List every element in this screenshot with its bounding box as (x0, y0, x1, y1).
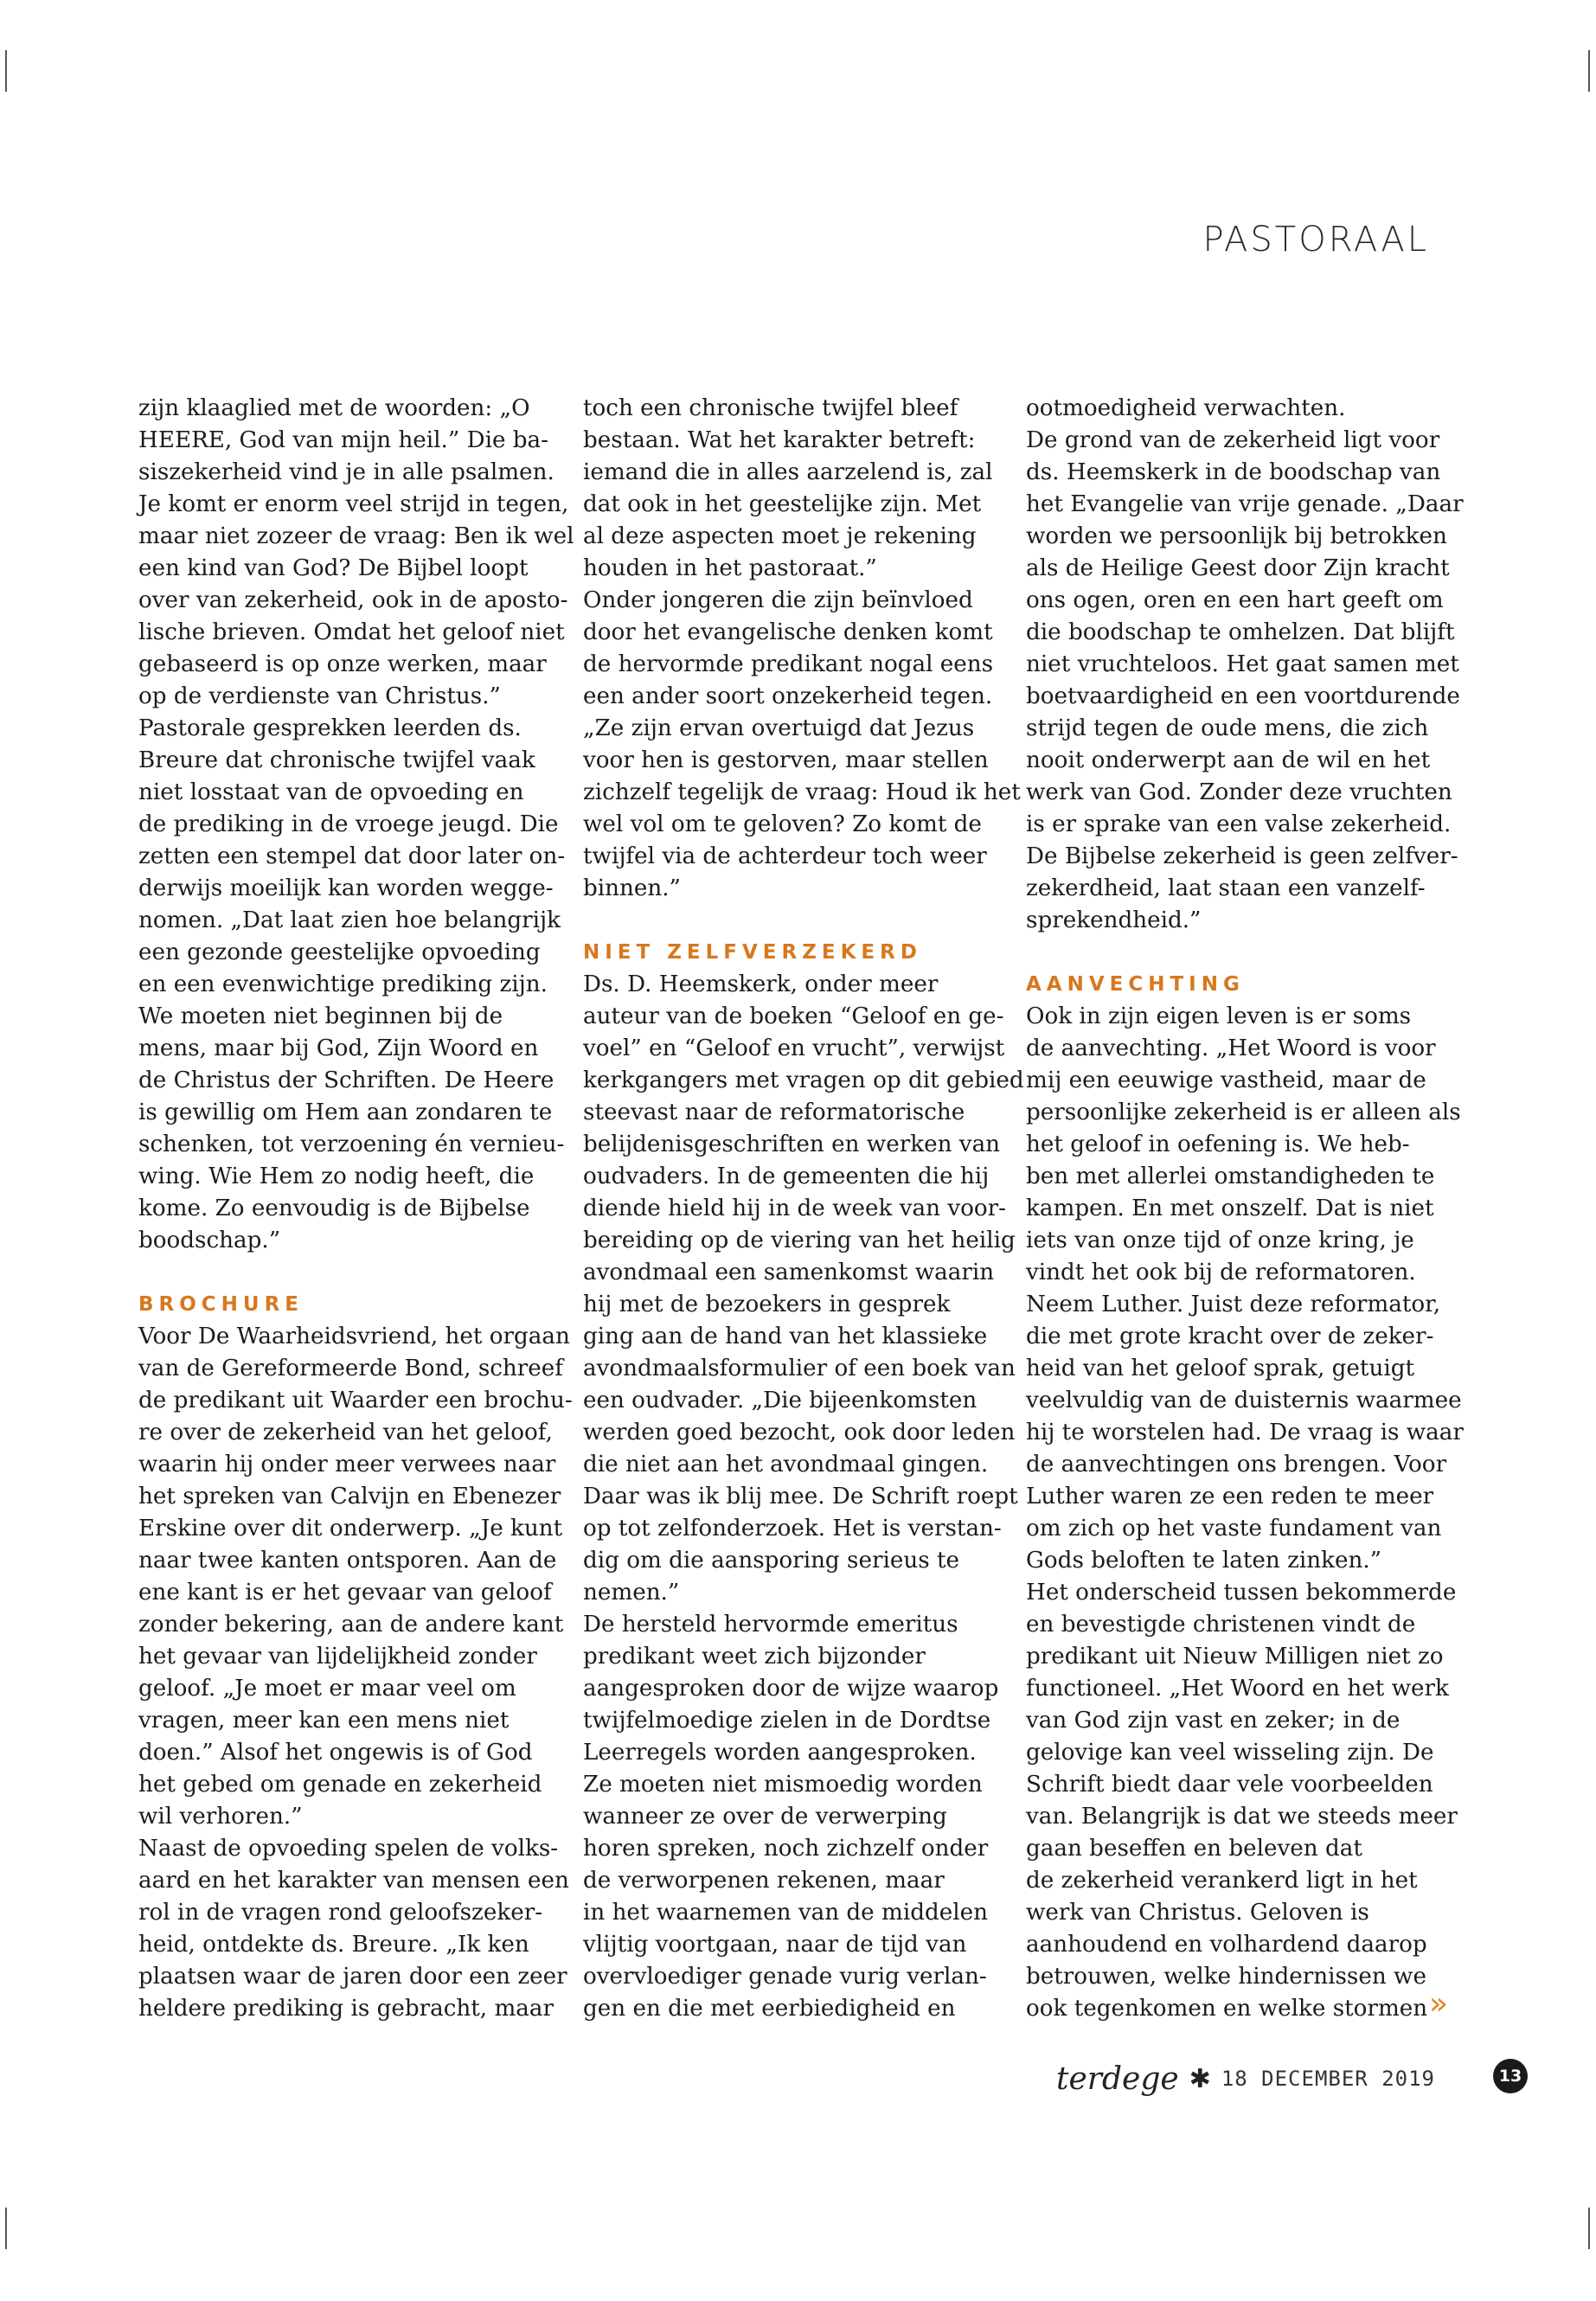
text-line: predikant uit Nieuw Milligen niet zo (1026, 1644, 1444, 1670)
text-line: HEERE, God van mijn heil.” Die ba- (138, 427, 549, 453)
text-line: voor hen is gestorven, maar stellen (583, 747, 989, 773)
text-line: Ook in zijn eigen leven is er soms (1026, 1003, 1412, 1029)
text-line: als de Heilige Geest door Zijn kracht (1026, 555, 1450, 581)
text-line: van de Gereformeerde Bond, schreef (138, 1356, 563, 1381)
text-line: Neem Luther. Juist deze reformator, (1026, 1292, 1441, 1317)
text-line: om zich op het vaste fundament van (1026, 1516, 1442, 1541)
text-line: werden goed bezocht, ook door leden (583, 1420, 1016, 1445)
text-line: betrouwen, welke hindernissen we (1026, 1964, 1426, 1990)
text-line: functioneel. „Het Woord en het werk (1026, 1676, 1449, 1702)
text-line: siszekerheid vind je in alle psalmen. (138, 459, 554, 485)
text-line: maar niet zozeer de vraag: Ben ik wel (138, 523, 574, 549)
text-line: kampen. En met onszelf. Dat is niet (1026, 1195, 1434, 1221)
text-line: over van zekerheid, ook in de aposto- (138, 587, 568, 613)
text-line: re over de zekerheid van het geloof, (138, 1420, 553, 1445)
text-line: niet losstaat van de opvoeding en (138, 779, 524, 805)
text-line: niet vruchteloos. Het gaat samen met (1026, 651, 1459, 677)
text-line: zichzelf tegelijk de vraag: Houd ik het (583, 779, 1021, 805)
text-line: vragen, meer kan een mens niet (138, 1708, 510, 1734)
text-line: Pastorale gesprekken leerden ds. (138, 715, 522, 741)
text-line: nomen. „Dat laat zien hoe belangrijk (138, 907, 561, 933)
text-line: boetvaardigheid en een voortdurende (1026, 683, 1460, 709)
text-line: vindt het ook bij de reformatoren. (1026, 1259, 1416, 1285)
text-line: heid van het geloof sprak, getuigt (1026, 1356, 1414, 1381)
text-line: Erskine over dit onderwerp. „Je kunt (138, 1516, 563, 1541)
text-line: kerkgangers met vragen op dit gebied (583, 1067, 1024, 1093)
text-line: iemand die in alles aarzelend is, zal (583, 459, 993, 485)
text-line: persoonlijke zekerheid is er alleen als (1026, 1099, 1461, 1125)
text-line: schenken, tot verzoening én vernieu- (138, 1131, 565, 1157)
text-line: zonder bekering, aan de andere kant (138, 1612, 564, 1638)
text-line: strijd tegen de oude mens, die zich (1026, 715, 1429, 741)
text-line: al deze aspecten moet je rekening (583, 523, 977, 549)
issue-date: 18 DECEMBER 2019 (1221, 2067, 1435, 2091)
text-line: van. Belangrijk is dat we steeds meer (1026, 1804, 1458, 1830)
text-line: doen.” Alsof het ongewis is of God (138, 1740, 533, 1766)
text-line: Voor De Waarheidsvriend, het orgaan (138, 1324, 570, 1349)
crop-mark-bottom-left (5, 2208, 7, 2249)
text-line: houden in het pastoraat.” (583, 555, 877, 581)
text-line: nemen.” (583, 1580, 680, 1606)
text-line: Ds. D. Heemskerk, onder meer (583, 971, 939, 997)
footer (1056, 2057, 1435, 2100)
text-line: de aanvechtingen ons brengen. Voor (1026, 1452, 1447, 1477)
text-line: mens, maar bij God, Zijn Woord en (138, 1035, 539, 1061)
column-3-body-b (1026, 1001, 1464, 2025)
text-line: gelovige kan veel wisseling zijn. De (1026, 1740, 1434, 1766)
text-line: zetten een stempel dat door later on- (138, 843, 566, 869)
text-line: ene kant is er het gevaar van geloof (138, 1580, 552, 1606)
column-3-body-a (1026, 393, 1464, 937)
text-line: binnen.” (583, 875, 681, 901)
text-line: gaan beseffen en beleven dat (1026, 1836, 1362, 1862)
text-line: het Evangelie van vrije genade. „Daar (1026, 491, 1464, 517)
section-label: PASTORAAL (1202, 220, 1429, 260)
text-line: bereiding op de viering van het heilig (583, 1227, 1016, 1253)
continue-arrow-icon: » (1429, 1986, 1444, 2022)
text-line: predikant weet zich bijzonder (583, 1644, 926, 1670)
text-line: op tot zelfonderzoek. Het is verstan- (583, 1516, 1002, 1541)
column-1-body-a (138, 393, 574, 1257)
text-line: ook tegenkomen en welke stormen (1026, 1996, 1428, 2022)
text-line: voel” en “Geloof en vrucht”, verwijst (583, 1035, 1005, 1061)
text-line: die niet aan het avondmaal gingen. (583, 1452, 989, 1477)
text-line: is gewillig om Hem aan zondaren te (138, 1099, 553, 1125)
text-line: rol in de vragen rond geloofszeker- (138, 1900, 543, 1926)
subheading-brochure: BROCHURE (138, 1293, 304, 1316)
text-line: De Bijbelse zekerheid is geen zelfver- (1026, 843, 1458, 869)
text-line: veelvuldig van de duisternis waarmee (1026, 1388, 1462, 1413)
text-line: bestaan. Wat het karakter betreft: (583, 427, 976, 453)
text-line: aard en het karakter van mensen een (138, 1868, 569, 1894)
text-line: diende hield hij in de week van voor- (583, 1195, 1007, 1221)
text-line: werk van God. Zonder deze vruchten (1026, 779, 1452, 805)
text-line: de prediking in de vroege jeugd. Die (138, 811, 559, 837)
text-line: werk van Christus. Geloven is (1026, 1900, 1369, 1926)
text-line: overvloediger genade vurig verlan- (583, 1964, 987, 1990)
text-line: waarin hij onder meer verwees naar (138, 1452, 556, 1477)
text-line: geloof. „Je moet er maar veel om (138, 1676, 516, 1702)
text-line: de verworpenen rekenen, maar (583, 1868, 945, 1894)
crop-mark-top-left (5, 50, 7, 92)
text-line: avondmaalsformulier of een boek van (583, 1356, 1016, 1381)
column-2-body-a (583, 393, 1021, 905)
text-line: een gezonde geestelijke opvoeding (138, 939, 541, 965)
text-line: Luther waren ze een reden te meer (1026, 1484, 1434, 1509)
text-line: en bevestigde christenen vindt de (1026, 1612, 1416, 1638)
text-line: oudvaders. In de gemeenten die hij (583, 1163, 990, 1189)
text-line: hij te worstelen had. De vraag is waar (1026, 1420, 1464, 1445)
text-line: ootmoedigheid verwachten. (1026, 395, 1346, 421)
text-line: dat ook in het geestelijke zijn. Met (583, 491, 982, 517)
text-line: Gods beloften te laten zinken.” (1026, 1548, 1382, 1574)
text-line: de predikant uit Waarder een brochu- (138, 1388, 573, 1413)
text-line: heldere prediking is gebracht, maar (138, 1996, 554, 2022)
text-line: We moeten niet beginnen bij de (138, 1003, 503, 1029)
text-line: de aanvechting. „Het Woord is voor (1026, 1035, 1436, 1061)
text-line: zekerdheid, laat staan een vanzelf- (1026, 875, 1426, 901)
text-line: avondmaal een samenkomst waarin (583, 1259, 995, 1285)
crop-mark-top-right (1588, 50, 1590, 92)
text-line: hij met de bezoekers in gesprek (583, 1292, 951, 1317)
text-line: aangesproken door de wijze waarop (583, 1676, 999, 1702)
text-line: is er sprake van een valse zekerheid. (1026, 811, 1452, 837)
text-line: op de verdienste van Christus.” (138, 683, 501, 709)
text-line: nooit onderwerpt aan de wil en het (1026, 747, 1431, 773)
text-line: een ander soort onzekerheid tegen. (583, 683, 993, 709)
text-line: het gebed om genade en zekerheid (138, 1772, 542, 1798)
text-line: De grond van de zekerheid ligt voor (1026, 427, 1440, 453)
text-line: De hersteld hervormde emeritus (583, 1612, 958, 1638)
text-column-2 (583, 393, 1024, 2025)
text-line: het geloof in oefening is. We heb- (1026, 1131, 1410, 1157)
text-line: vlijtig voortgaan, naar de tijd van (583, 1932, 967, 1958)
asterisk-icon: ✱ (1189, 2063, 1211, 2094)
text-line: ging aan de hand van het klassieke (583, 1324, 988, 1349)
text-line: twijfel via de achterdeur toch weer (583, 843, 987, 869)
subheading-niet-zelfverzekerd: NIET ZELFVERZEKERD (583, 941, 922, 964)
text-line: Het onderscheid tussen bekommerde (1026, 1580, 1457, 1606)
page-number: 13 (1493, 2059, 1528, 2093)
text-line: iets van onze tijd of onze kring, je (1026, 1227, 1414, 1253)
text-line: die boodschap te omhelzen. Dat blijft (1026, 619, 1455, 645)
text-line: dig om die aansporing serieus te (583, 1548, 959, 1574)
text-line: ben met allerlei omstandigheden te (1026, 1163, 1435, 1189)
text-line: boodschap.” (138, 1227, 281, 1253)
text-line: het gevaar van lijdelijkheid zonder (138, 1644, 537, 1670)
text-line: auteur van de boeken “Geloof en ge- (583, 1003, 1004, 1029)
text-line: worden we persoonlijk bij betrokken (1026, 523, 1447, 549)
text-line: Ze moeten niet mismoedig worden (583, 1772, 983, 1798)
column-2-body-b (583, 969, 1024, 2025)
text-line: Naast de opvoeding spelen de volks- (138, 1836, 559, 1862)
text-line: het spreken van Calvijn en Ebenezer (138, 1484, 561, 1509)
text-line: ons ogen, oren en een hart geeft om (1026, 587, 1444, 613)
text-line: een oudvader. „Die bijeenkomsten (583, 1388, 977, 1413)
text-line: van God zijn vast en zeker; in de (1026, 1708, 1401, 1734)
text-line: een kind van God? De Bijbel loopt (138, 555, 529, 581)
text-line: sprekendheid.” (1026, 907, 1202, 933)
text-line: wanneer ze over de verwerping (583, 1804, 947, 1830)
text-line: horen spreken, noch zichzelf onder (583, 1836, 989, 1862)
text-line: gebaseerd is op onze werken, maar (138, 651, 547, 677)
text-line: gen en die met eerbiedigheid en (583, 1996, 956, 2022)
text-line: toch een chronische twijfel bleef (583, 395, 958, 421)
text-line: steevast naar de reformatorische (583, 1099, 965, 1125)
text-line: Breure dat chronische twijfel vaak (138, 747, 535, 773)
text-line: zijn klaaglied met de woorden: „O (138, 395, 530, 421)
text-line: lische brieven. Omdat het geloof niet (138, 619, 565, 645)
text-line: belijdenisgeschriften en werken van (583, 1131, 1001, 1157)
text-line: door het evangelische denken komt (583, 619, 993, 645)
text-line: de hervormde predikant nogal eens (583, 651, 994, 677)
text-line: wel vol om te geloven? Zo komt de (583, 811, 982, 837)
text-line: wing. Wie Hem zo nodig heeft, die (138, 1163, 535, 1189)
text-line: heid, ontdekte ds. Breure. „Ik ken (138, 1932, 529, 1958)
text-line: wil verhoren.” (138, 1804, 303, 1830)
crop-mark-bottom-right (1588, 2208, 1590, 2249)
text-line: twijfelmoedige zielen in de Dordtse (583, 1708, 991, 1734)
text-line: derwijs moeilijk kan worden wegge- (138, 875, 554, 901)
column-1-body-b (138, 1321, 573, 2025)
subheading-aanvechting: AANVECHTING (1026, 973, 1245, 996)
text-line: aanhoudend en volhardend daarop (1026, 1932, 1427, 1958)
text-line: mij een eeuwige vastheid, maar de (1026, 1067, 1426, 1093)
text-line: Daar was ik blij mee. De Schrift roept (583, 1484, 1018, 1509)
text-column-1 (138, 393, 574, 2025)
text-line: de zekerheid verankerd ligt in het (1026, 1868, 1418, 1894)
text-line: Schrift biedt daar vele voorbeelden (1026, 1772, 1433, 1798)
text-line: Leerregels worden aangesproken. (583, 1740, 977, 1766)
text-line: in het waarnemen van de middelen (583, 1900, 988, 1926)
text-line: Onder jongeren die zijn beïnvloed (583, 587, 973, 613)
text-column-3 (1026, 393, 1464, 2025)
text-line: plaatsen waar de jaren door een zeer (138, 1964, 567, 1990)
text-line: ds. Heemskerk in de boodschap van (1026, 459, 1441, 485)
text-line: die met grote kracht over de zeker- (1026, 1324, 1434, 1349)
magazine-logo: terdege (1055, 2061, 1179, 2097)
text-line: „Ze zijn ervan overtuigd dat Jezus (583, 715, 975, 741)
text-line: Je komt er enorm veel strijd in tegen, (138, 491, 569, 517)
text-line: de Christus der Schriften. De Heere (138, 1067, 554, 1093)
text-line: kome. Zo eenvoudig is de Bijbelse (138, 1195, 530, 1221)
text-line: naar twee kanten ontsporen. Aan de (138, 1548, 557, 1574)
text-line: en een evenwichtige prediking zijn. (138, 971, 548, 997)
